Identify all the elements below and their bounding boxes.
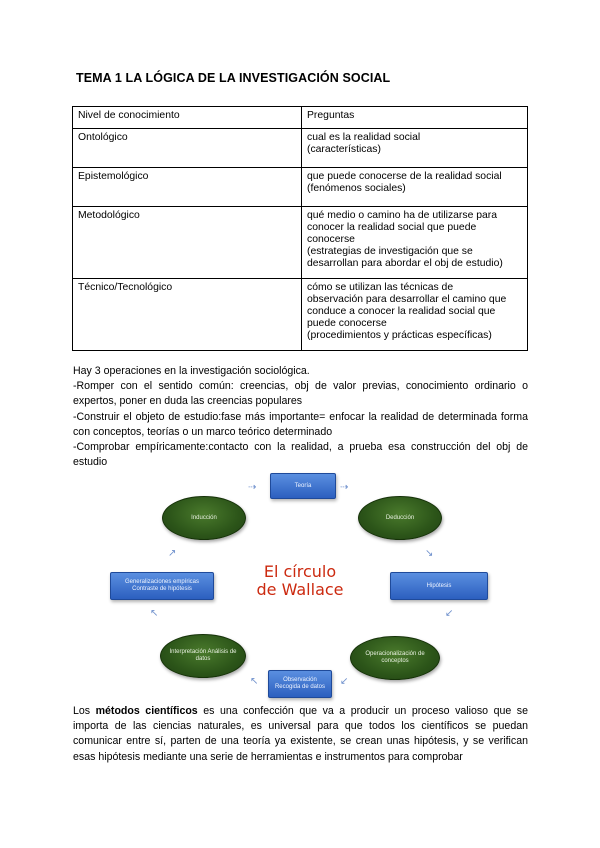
node-operacionalizacion: Operacionalización de conceptos [350,636,440,680]
node-observacion: Observación Recogida de datos [268,670,332,698]
node-induccion: Inducción [162,496,246,540]
table-cell-level: Metodológico [73,207,302,279]
table-cell-question: cual es la realidad social (características) [302,129,528,168]
knowledge-levels-table [72,106,528,351]
table-cell-question: que puede conocerse de la realidad social (fenómenos sociales) [302,168,528,207]
arrow-icon: ↖ [250,676,259,687]
table-header-cell: Preguntas [302,107,528,129]
table-cell-level: Ontológico [73,129,302,168]
table-cell-level: Técnico/Tecnológico [73,279,302,351]
arrow-icon: ↙ [340,676,349,687]
metodos-prefix: Los [73,705,96,717]
table-cell-question: cómo se utilizan las técnicas de observación para desarrollar el camino que conduce a conocer la realidad social que puede conocerse (procedimientos y prácticas específicas) [302,279,528,351]
operations-paragraph: Hay 3 operaciones en la investigación sociológica. -Romper con el sentido común: creencias, obj de valor previas, conocimiento ordinario o expertos, poner en duda las creencias populares -Construir el objeto de estudio:fase más importante= enfocar la realidad de determinada forma con conceptos, teorías o un marco teórico determinado -Comprobar empíricamente:contacto con la realidad, a prueba esa construcción del obj de estudio [73,365,528,469]
node-interpretacion: Interpretación Análisis de datos [160,634,246,678]
metodos-bold-term: métodos científicos [95,705,198,717]
table-row [73,279,528,351]
node-teoria: Teoría [270,473,336,499]
arrow-icon: ↖ [150,608,159,619]
table-row [73,129,528,168]
node-deduccion: Deducción [358,496,442,540]
table-cell-question: qué medio o camino ha de utilizarse para conocer la realidad social que puede conocerse (estrategias de investigación que se desarrollan para abordar el obj de estudio) [302,207,528,279]
arrow-icon: ⇢ [340,482,349,493]
wallace-circle-diagram [100,468,500,700]
arrow-icon: ⇢ [248,482,257,493]
arrow-icon: ↙ [445,608,454,619]
table-cell-level: Epistemológico [73,168,302,207]
table-header-row [73,107,528,129]
center-title-line1: El círculo [263,562,337,581]
node-hipotesis: Hipótesis [390,572,488,600]
arrow-icon: ↗ [168,548,177,559]
table-row [73,168,528,207]
diagram-center-title [235,563,365,599]
center-title-line2: de Wallace [256,580,344,599]
node-generalizaciones: Generalizaciones empíricas Contraste de hipótesis [110,572,214,600]
metodos-paragraph [73,704,528,765]
document-title: TEMA 1 LA LÓGICA DE LA INVESTIGACIÓN SOCIAL [76,71,391,85]
table-header-cell: Nivel de conocimiento [73,107,302,129]
table-row [73,207,528,279]
metodos-text: es una confección que va a producir un proceso valioso que se importa de las ciencias naturales, es universal para que todos los científicos se puedan comunicar entre sí, parten de una teoría ya existente, se crean unas hipótesis, y se verifican esas hipótesis mediante una serie de herramientas e instrumentos para comprobar [73,705,528,763]
arrow-icon: ↘ [425,548,434,559]
